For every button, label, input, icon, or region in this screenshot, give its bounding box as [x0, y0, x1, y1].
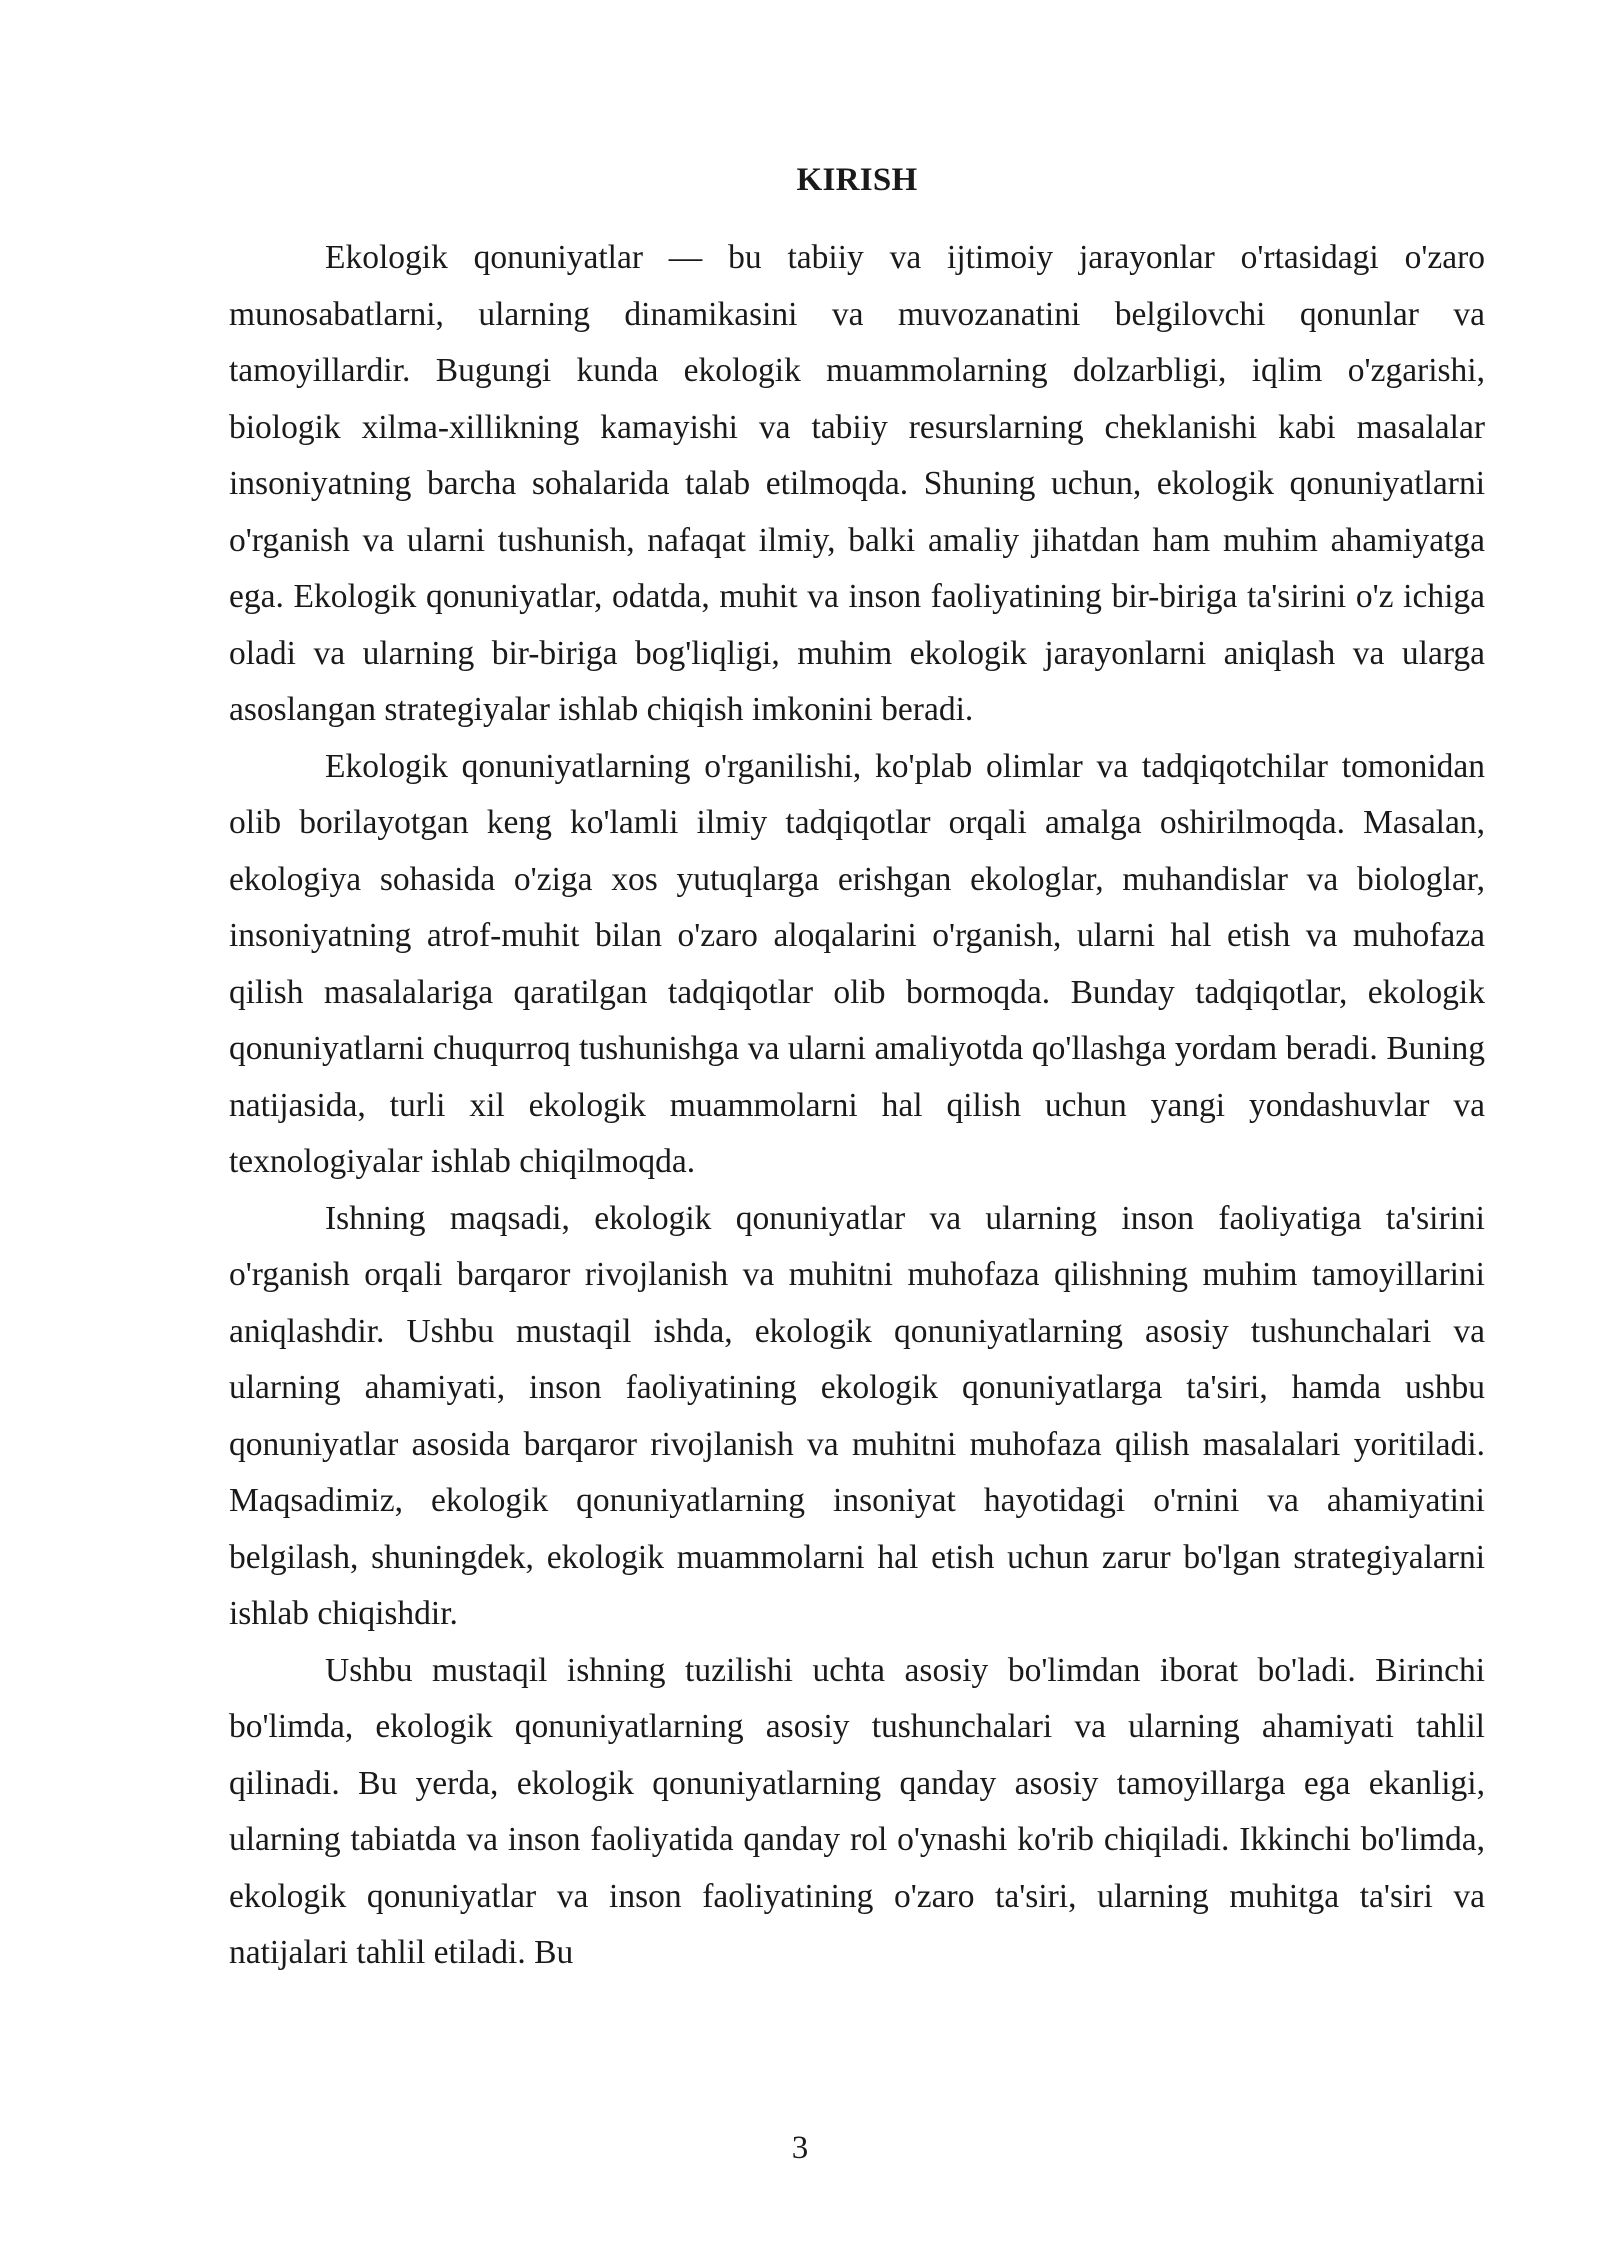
page-number: 3	[791, 2130, 809, 2166]
section-title: KIRISH	[796, 162, 918, 198]
paragraph-2: Ekologik qonuniyatlarning o'rganilishi, ko'plab olimlar va tadqiqotchilar tomonidan olib borilayotgan keng ko'lamli ilmiy tadqiqotlar orqali amalga oshirilmoqda. Masalan, ekologiya sohasida o'ziga xos yutuqlarga erishgan ekologlar, muhandislar va biologlar, insoniyatning atrof-muhit bilan o'zaro aloqalarini o'rganish, ularni hal etish va muhofaza qilish masalalariga qaratilgan tadqiqotlar olib bormoqda. Bunday tadqiqotlar, ekologik qonuniyatlarni chuqurroq tushunishga va ularni amaliyotda qo'llashga yordam beradi. Buning natijasida, turli xil ekologik muammolarni hal qilish uchun yangi yondashuvlar va texnologiyalar ishlab chiqilmoqda.	[229, 747, 1485, 1180]
paragraph-3: Ishning maqsadi, ekologik qonuniyatlar va ularning inson faoliyatiga ta'sirini o'rganish orqali barqaror rivojlanish va muhitni muhofaza qilishning muhim tamoyillarini aniqlashdir. Ushbu mustaqil ishda, ekologik qonuniyatlarning asosiy tushunchalari va ularning ahamiyati, inson faoliyatining ekologik qonuniyatlarga ta'siri, hamda ushbu qonuniyatlar asosida barqaror rivojlanish va muhitni muhofaza qilish masalalari yoritiladi. Maqsadimiz, ekologik qonuniyatlarning insoniyat hayotidagi o'rnini va ahamiyatini belgilash, shuningdek, ekologik muammolarni hal etish uchun zarur bo'lgan strategiyalarni ishlab chiqishdir.	[229, 1199, 1485, 1632]
paragraph-4: Ushbu mustaqil ishning tuzilishi uchta asosiy bo'limdan iborat bo'ladi. Birinchi bo'limda, ekologik qonuniyatlarning asosiy tushunchalari va ularning ahamiyati tahlil qilinadi. Bu yerda, ekologik qonuniyatlarning qanday asosiy tamoyillarga ega ekanligi, ularning tabiatda va inson faoliyatida qanday rol o'ynashi ko'rib chiqiladi. Ikkinchi bo'limda, ekologik qonuniyatlar va inson faoliyatining o'zaro ta'siri, ularning muhitga ta'siri va natijalari tahlil etiladi. Bu	[229, 1651, 1485, 1971]
document-page	[229, 160, 1485, 1982]
paragraph-1: Ekologik qonuniyatlar — bu tabiiy va ijtimoiy jarayonlar o'rtasidagi o'zaro munosabatlarni, ularning dinamikasini va muvozanatini belgilovchi qonunlar va tamoyillardir. Bugungi kunda ekologik muammolarning dolzarbligi, iqlim o'zgarishi, biologik xilma-xillikning kamayishi va tabiiy resurslarning cheklanishi kabi masalalar insoniyatning barcha sohalarida talab etilmoqda. Shuning uchun, ekologik qonuniyatlarni o'rganish va ularni tushunish, nafaqat ilmiy, balki amaliy jihatdan ham muhim ahamiyatga ega. Ekologik qonuniyatlar, odatda, muhit va inson faoliyatining bir-biriga ta'sirini o'z ichiga oladi va ularning bir-biriga bog'liqligi, muhim ekologik jarayonlarni aniqlash va ularga asoslangan strategiyalar ishlab chiqish imkonini beradi.	[229, 239, 1485, 728]
